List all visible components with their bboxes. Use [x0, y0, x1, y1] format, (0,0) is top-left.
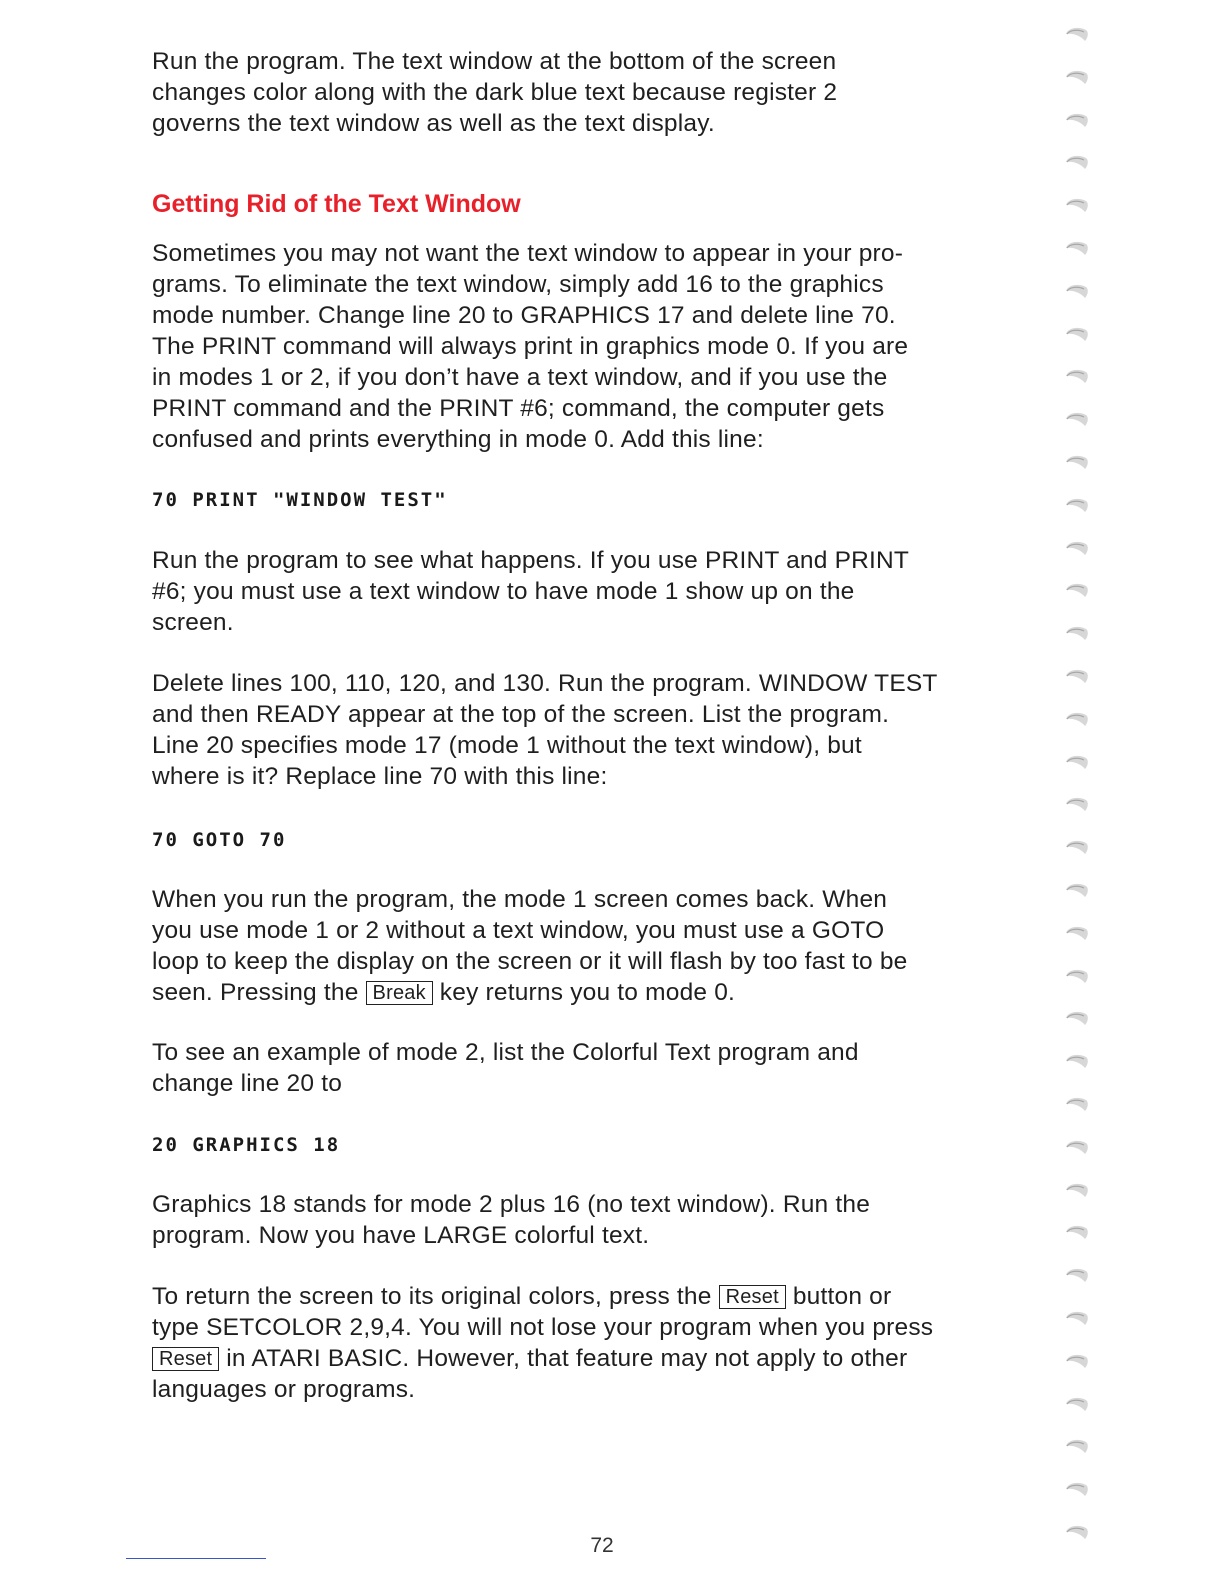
- spiral-binding: [1064, 0, 1104, 1584]
- code-listing-3: [152, 1134, 992, 1156]
- text-line: type SETCOLOR 2,9,4. You will not lose your program when you press: [152, 1314, 934, 1341]
- text-line: program. Now you have LARGE colorful text.: [152, 1222, 650, 1249]
- binding-hole: [1064, 110, 1090, 130]
- binding-hole: [1064, 495, 1090, 515]
- reset-key: Reset: [719, 1285, 786, 1309]
- text-line: where is it? Replace line 70 with this line:: [152, 763, 608, 790]
- binding-hole: [1064, 1008, 1090, 1028]
- text-line: #6; you must use a text window to have mode 1 show up on the: [152, 578, 855, 605]
- text-fragment: To return the screen to its original colors, press the: [152, 1283, 719, 1310]
- paragraph-delete-lines: [152, 668, 992, 792]
- footer-rule: [126, 1558, 266, 1559]
- text-line: Graphics 18 stands for mode 2 plus 16 (no text window). Run the: [152, 1191, 871, 1218]
- page-number: 72: [590, 1534, 614, 1557]
- text-line: Line 20 specifies mode 17 (mode 1 without the text window), but: [152, 732, 862, 759]
- binding-hole: [1064, 1094, 1090, 1114]
- binding-hole: [1064, 1308, 1090, 1328]
- binding-hole: [1064, 1436, 1090, 1456]
- binding-hole: [1064, 238, 1090, 258]
- text-line: Run the program. The text window at the bottom of the screen: [152, 48, 837, 75]
- text-line: confused and prints everything in mode 0. Add this line:: [152, 426, 764, 453]
- binding-hole: [1064, 1180, 1090, 1200]
- binding-hole: [1064, 1351, 1090, 1371]
- binding-hole: [1064, 24, 1090, 44]
- text-line: change line 20 to: [152, 1070, 343, 1097]
- binding-hole: [1064, 366, 1090, 386]
- binding-hole: [1064, 195, 1090, 215]
- binding-hole: [1064, 1522, 1090, 1542]
- paragraph-goto-loop: [152, 884, 992, 1008]
- paragraph-mode-2: [152, 1037, 992, 1099]
- heading-text: Getting Rid of the Text Window: [152, 190, 521, 218]
- code-line: 70 GOTO 70: [152, 829, 287, 851]
- binding-hole: [1064, 666, 1090, 686]
- text-line: changes color along with the dark blue text because register 2: [152, 79, 838, 106]
- text-line: and then READY appear at the top of the screen. List the program.: [152, 701, 890, 728]
- binding-hole: [1064, 837, 1090, 857]
- text-line: in modes 1 or 2, if you don’t have a text window, and if you use the: [152, 364, 888, 391]
- code-line: 20 GRAPHICS 18: [152, 1134, 341, 1156]
- binding-hole: [1064, 1222, 1090, 1242]
- binding-hole: [1064, 538, 1090, 558]
- binding-hole: [1064, 752, 1090, 772]
- text-fragment: in ATARI BASIC. However, that feature may not apply to other: [219, 1345, 908, 1372]
- binding-hole: [1064, 409, 1090, 429]
- binding-hole: [1064, 67, 1090, 87]
- binding-hole: [1064, 623, 1090, 643]
- paragraph-register-2: [152, 46, 992, 139]
- paragraph-eliminate-window: [152, 238, 992, 455]
- binding-hole: [1064, 880, 1090, 900]
- binding-hole: [1064, 1394, 1090, 1414]
- code-listing-1: [152, 489, 992, 511]
- code-listing-2: [152, 829, 992, 851]
- text-line: Run the program to see what happens. If you use PRINT and PRINT: [152, 547, 910, 574]
- binding-hole: [1064, 580, 1090, 600]
- text-line: PRINT command and the PRINT #6; command, the computer gets: [152, 395, 885, 422]
- binding-hole: [1064, 709, 1090, 729]
- text-line: grams. To eliminate the text window, simply add 16 to the graphics: [152, 271, 884, 298]
- binding-hole: [1064, 1137, 1090, 1157]
- text-line: you use mode 1 or 2 without a text window, you must use a GOTO: [152, 917, 885, 944]
- binding-hole: [1064, 452, 1090, 472]
- text-line: Delete lines 100, 110, 120, and 130. Run the program. WINDOW TEST: [152, 670, 938, 697]
- paragraph-graphics-18: [152, 1189, 992, 1251]
- reset-key: Reset: [152, 1347, 219, 1371]
- binding-hole: [1064, 923, 1090, 943]
- code-line: 70 PRINT "WINDOW TEST": [152, 489, 448, 511]
- paragraph-reset: [152, 1281, 992, 1405]
- binding-hole: [1064, 324, 1090, 344]
- break-key: Break: [366, 981, 433, 1005]
- paragraph-print-6: [152, 545, 992, 638]
- text-line: languages or programs.: [152, 1376, 416, 1403]
- text-line: mode number. Change line 20 to GRAPHICS 17 and delete line 70.: [152, 302, 896, 329]
- text-line: loop to keep the display on the screen or it will flash by too fast to be: [152, 948, 908, 975]
- text-fragment: key returns you to mode 0.: [432, 979, 736, 1006]
- text-line: The PRINT command will always print in graphics mode 0. If you are: [152, 333, 909, 360]
- binding-hole: [1064, 794, 1090, 814]
- text-line: Sometimes you may not want the text window to appear in your pro-: [152, 240, 904, 267]
- text-line: screen.: [152, 609, 234, 636]
- text-line: governs the text window as well as the text display.: [152, 110, 715, 137]
- binding-hole: [1064, 152, 1090, 172]
- binding-hole: [1064, 966, 1090, 986]
- binding-hole: [1064, 1265, 1090, 1285]
- text-line: When you run the program, the mode 1 screen comes back. When: [152, 886, 888, 913]
- binding-hole: [1064, 281, 1090, 301]
- binding-hole: [1064, 1051, 1090, 1071]
- section-heading: [152, 190, 992, 219]
- binding-hole: [1064, 1479, 1090, 1499]
- text-line: To see an example of mode 2, list the Colorful Text program and: [152, 1039, 859, 1066]
- text-fragment: seen. Pressing the: [152, 979, 366, 1006]
- text-fragment: button or: [785, 1283, 892, 1310]
